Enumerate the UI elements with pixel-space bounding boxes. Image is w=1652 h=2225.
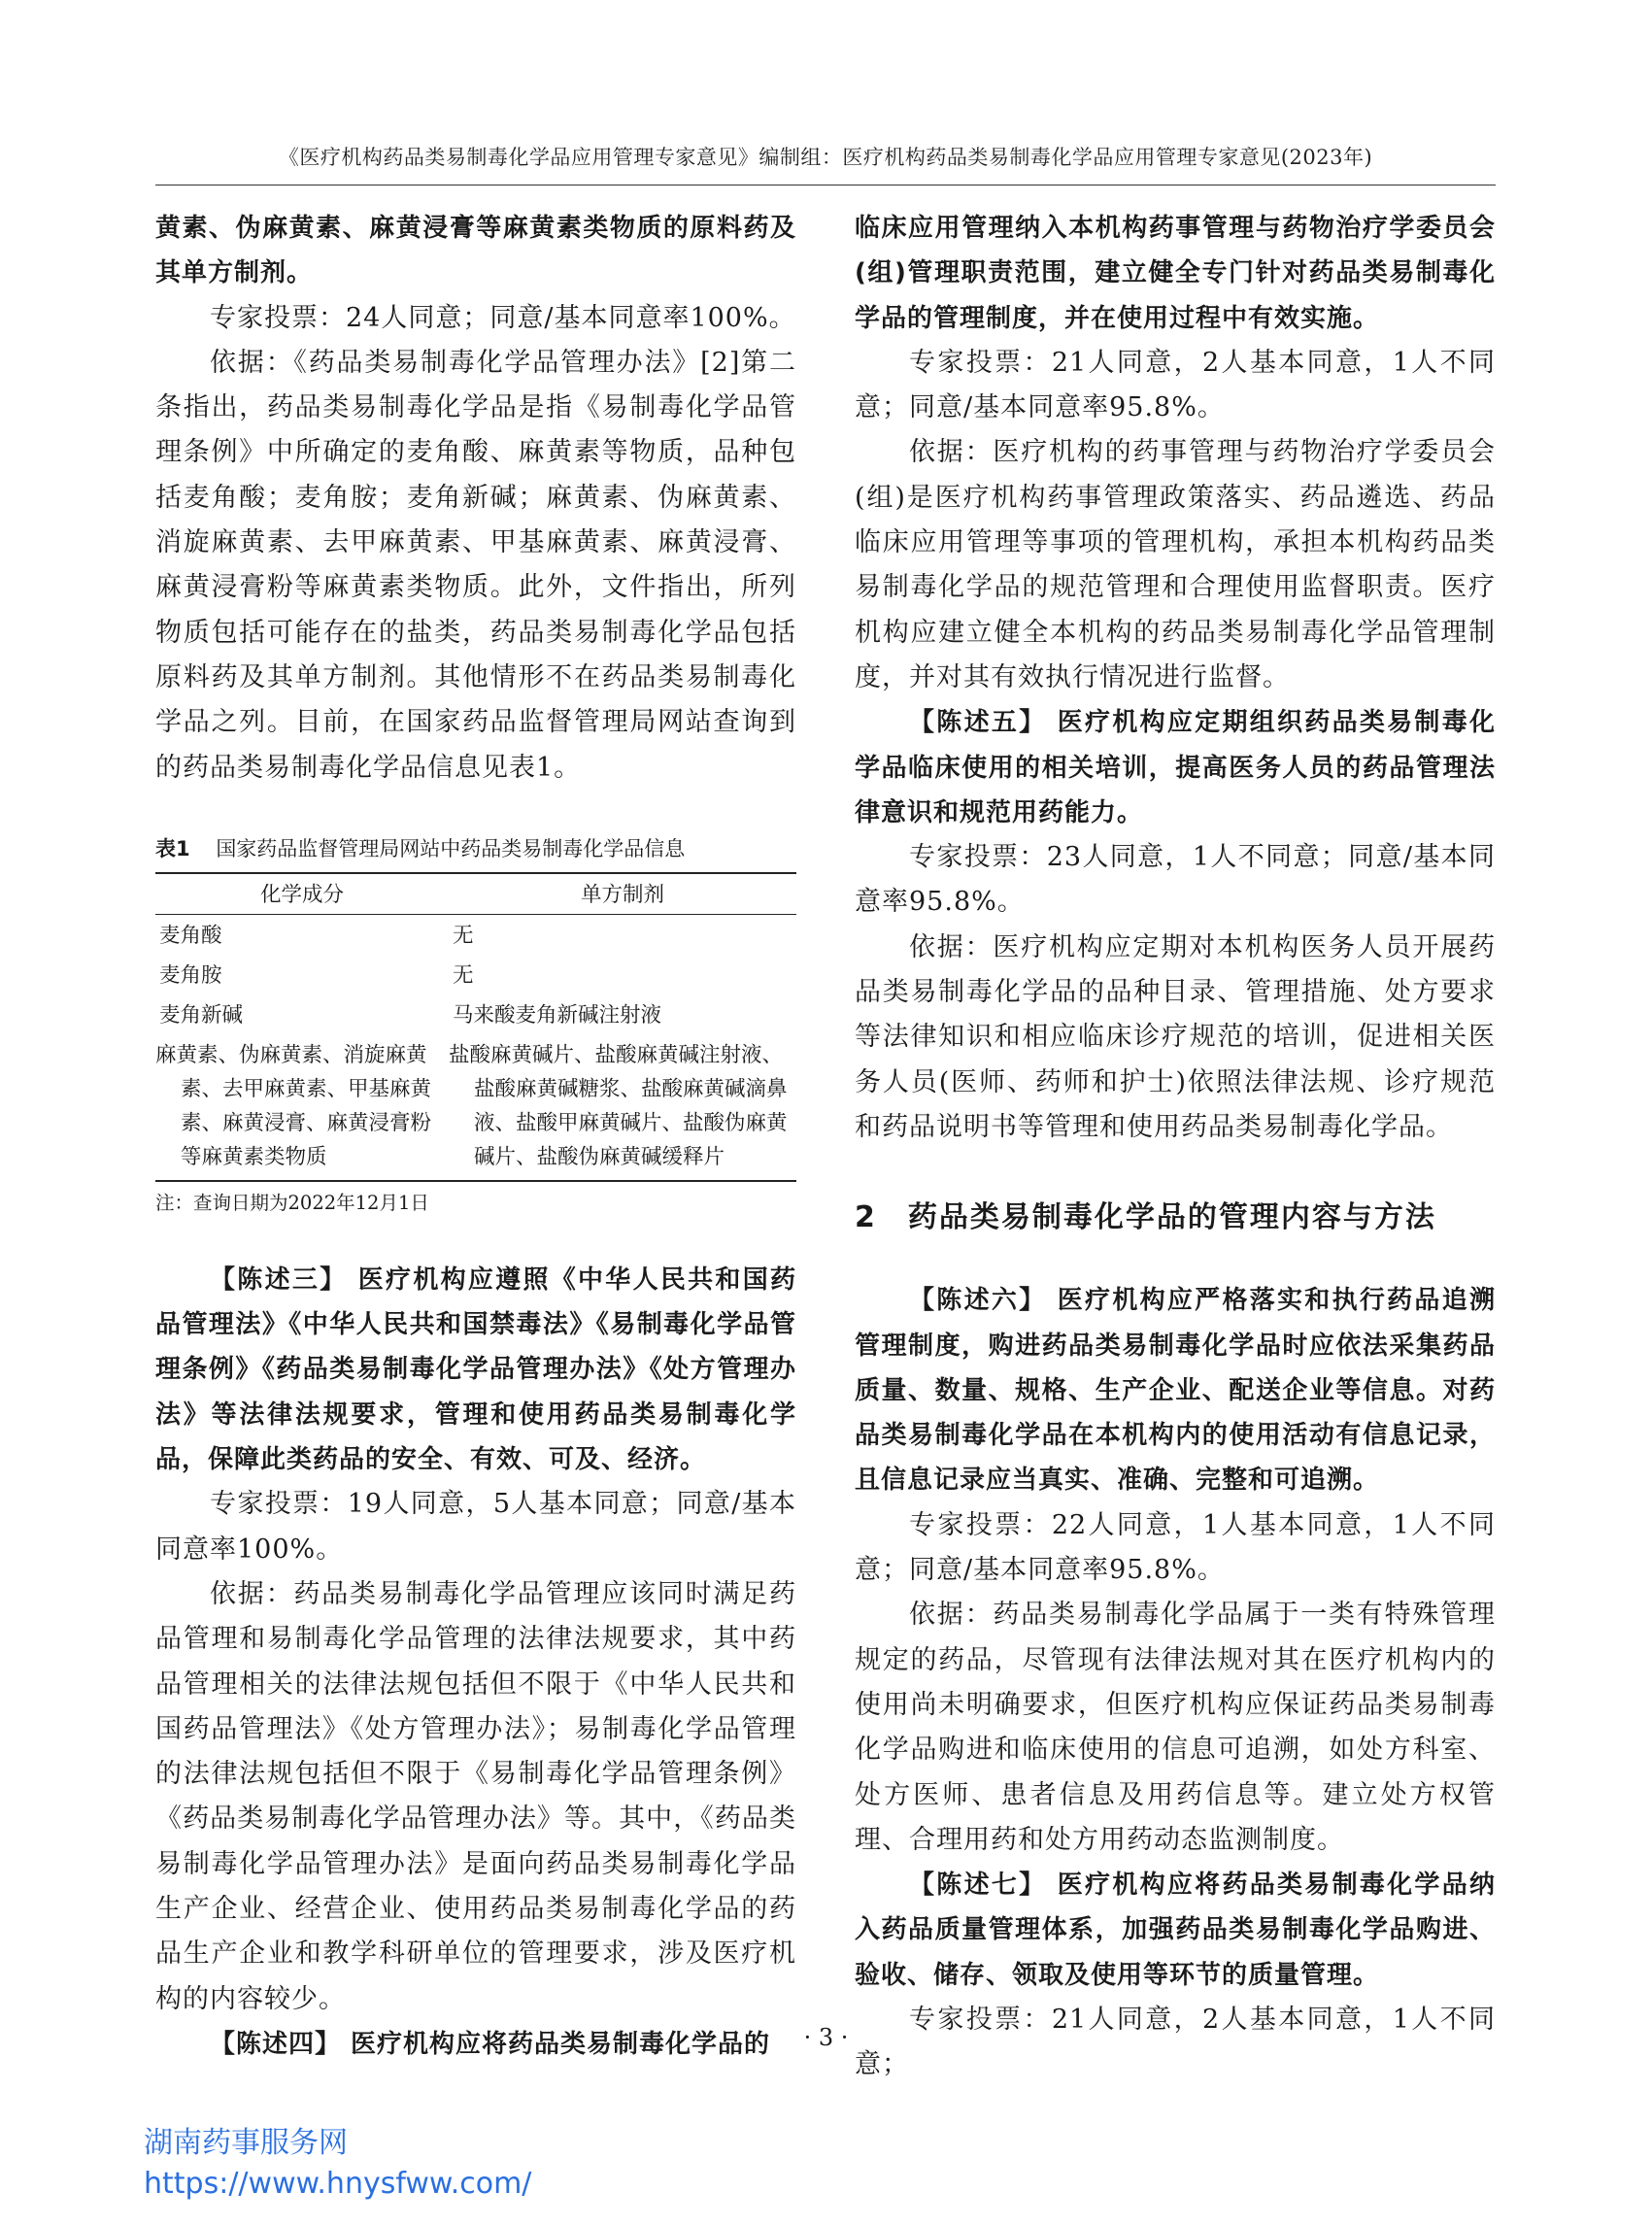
statement-four-continued: 临床应用管理纳入本机构药事管理与药物治疗学委员会(组)管理职责范围，建立健全专门针对药品类易制毒化学品的管理制度，并在使用过程中有效实施。 [855,214,1496,333]
section-number: 2 [855,1200,877,1235]
table-cell: 麦角胺 [159,962,222,988]
running-title: 《医疗机构药品类易制毒化学品应用管理专家意见》编制组：医疗机构药品类易制毒化学品应用管理专家意见(2023年) [278,146,1373,169]
statement-three: 【陈述三】 医疗机构应遵照《中华人民共和国药品管理法》《中华人民共和国禁毒法》《易制毒化学品管理条例》《药品类易制毒化学品管理办法》《处方管理办法》等法律法规要求，管理和使用药品类易制毒化学品，保障此类药品的安全、有效、可及、经济。 [155,1264,796,1475]
paragraph-basis: 依据：药品类易制毒化学品属于一类有特殊管理规定的药品，尽管现有法律法规对其在医疗机构内的使用尚未明确要求，但医疗机构应保证药品类易制毒化学品购进和临床使用的信息可追溯，如处方科室、处方医师、患者信息及用药信息等。建立处方权管理、合理用药和处方用药动态监测制度。 [855,1600,1496,1855]
paragraph-vote: 专家投票：21人同意，2人基本同意，1人不同意；同意/基本同意率95.8%。 [855,347,1496,423]
table-cell: 麦角酸 [159,923,222,948]
paragraph-vote: 专家投票：19人同意，5人基本同意；同意/基本同意率100%。 [155,1489,796,1565]
table-header-cell: 单方制剂 [449,873,796,915]
table-cell: 无 [453,923,474,948]
statement-four: 【陈述四】 医疗机构应将药品类易制毒化学品的 [210,2029,771,2059]
table-row [155,955,796,995]
table-cell: 马来酸麦角新碱注射液 [453,1002,662,1028]
paragraph-vote: 专家投票：22人同意，1人基本同意，1人不同意；同意/基本同意率95.8%。 [855,1509,1496,1586]
right-column [855,206,1496,2088]
watermark-url[interactable]: https://www.hnysfww.com/ [144,2167,532,2201]
table-header-cell: 化学成分 [155,873,449,915]
paragraph-vote: 专家投票：24人同意；同意/基本同意率100%。 [210,302,796,333]
paragraph-basis: 依据：医疗机构应定期对本机构医务人员开展药品类易制毒化学品的品种目录、管理措施、处方要求等法律知识和相应临床诊疗规范的培训，促进相关医务人员(医师、药师和护士)依照法律法规、诊疗规范和药品说明书等管理和使用药品类易制毒化学品。 [855,931,1496,1142]
paragraph-vote: 专家投票：21人同意，2人基本同意，1人不同意； [855,2004,1496,2080]
table-cell: 无 [453,962,474,988]
statement-six: 【陈述六】 医疗机构应严格落实和执行药品追溯管理制度，购进药品类易制毒化学品时应依法采集药品质量、数量、规格、生产企业、配送企业等信息。对药品类易制毒化学品在本机构内的使用活动有信息记录，且信息记录应当真实、准确、完整和可追溯。 [855,1286,1496,1496]
watermark-name: 湖南药事服务网 [144,2126,348,2160]
paragraph-statement-continued: 黄素、伪麻黄素、麻黄浸膏等麻黄素类物质的原料药及其单方制剂。 [155,214,796,288]
paragraph-basis: 依据：《药品类易制毒化学品管理办法》[2]第二条指出，药品类易制毒化学品是指《易制毒化学品管理条例》中所确定的麦角酸、麻黄素等物质，品种包括麦角酸；麦角胺；麦角新碱；麻黄素、伪麻黄素、消旋麻黄素、去甲麻黄素、甲基麻黄素、麻黄浸膏、麻黄浸膏粉等麻黄素类物质。此外，文件指出，所列物质包括可能存在的盐类，药品类易制毒化学品包括原料药及其单方制剂。其他情形不在药品类易制毒化学品之列。目前，在国家药品监督管理局网站查询到的药品类易制毒化学品信息见表1。 [155,347,796,783]
table-cell: 麻黄素、伪麻黄素、消旋麻黄素、去甲麻黄素、甲基麻黄素、麻黄浸膏、麻黄浸膏粉等麻黄素类物质 [155,1034,449,1181]
table-row [155,914,796,955]
table-number: 表1 [155,836,190,860]
drug-table [155,872,796,1182]
left-column [155,206,796,2067]
statement-seven: 【陈述七】 医疗机构应将药品类易制毒化学品纳入药品质量管理体系，加强药品类易制毒化学品购进、验收、储存、领取及使用等环节的质量管理。 [855,1871,1496,1990]
table-row [155,995,796,1034]
table-cell: 盐酸麻黄碱片、盐酸麻黄碱注射液、盐酸麻黄碱糖浆、盐酸麻黄碱滴鼻液、盐酸甲麻黄碱片、盐酸伪麻黄碱片、盐酸伪麻黄碱缓释片 [449,1034,796,1181]
paragraph-basis: 依据：药品类易制毒化学品管理应该同时满足药品管理和易制毒化学品管理的法律法规要求，其中药品管理相关的法律法规包括但不限于《中华人民共和国药品管理法》《处方管理办法》；易制毒化学品管理的法律法规包括但不限于《易制毒化学品管理条例》《药品类易制毒化学品管理办法》等。其中，《药品类易制毒化学品管理办法》是面向药品类易制毒化学品生产企业、经营企业、使用药品类易制毒化学品的药品生产企业和教学科研单位的管理要求，涉及医疗机构的内容较少。 [155,1578,796,2014]
section-heading [855,1193,1496,1235]
table-note: 注：查询日期为2022年12月1日 [155,1191,429,1214]
table-title: 国家药品监督管理局网站中药品类易制毒化学品信息 [216,836,686,860]
paragraph-vote: 专家投票：23人同意，1人不同意；同意/基本同意率95.8%。 [855,842,1496,918]
table-row [155,1034,796,1181]
page-number: · 3 · [803,2024,849,2051]
site-watermark [144,2123,531,2205]
table-cell: 麦角新碱 [159,1002,244,1028]
table-header-row [155,873,796,915]
section-title: 药品类易制毒化学品的管理内容与方法 [907,1200,1436,1235]
statement-five: 【陈述五】 医疗机构应定期组织药品类易制毒化学品临床使用的相关培训，提高医务人员的药品管理法律意识和规范用药能力。 [855,708,1496,827]
paragraph-basis: 依据：医疗机构的药事管理与药物治疗学委员会(组)是医疗机构药事管理政策落实、药品遴选、药品临床应用管理等事项的管理机构，承担本机构药品类易制毒化学品的规范管理和合理使用监督职责。医疗机构应建立健全本机构的药品类易制毒化学品管理制度，并对其有效执行情况进行监督。 [855,437,1496,692]
table-caption [155,833,796,864]
